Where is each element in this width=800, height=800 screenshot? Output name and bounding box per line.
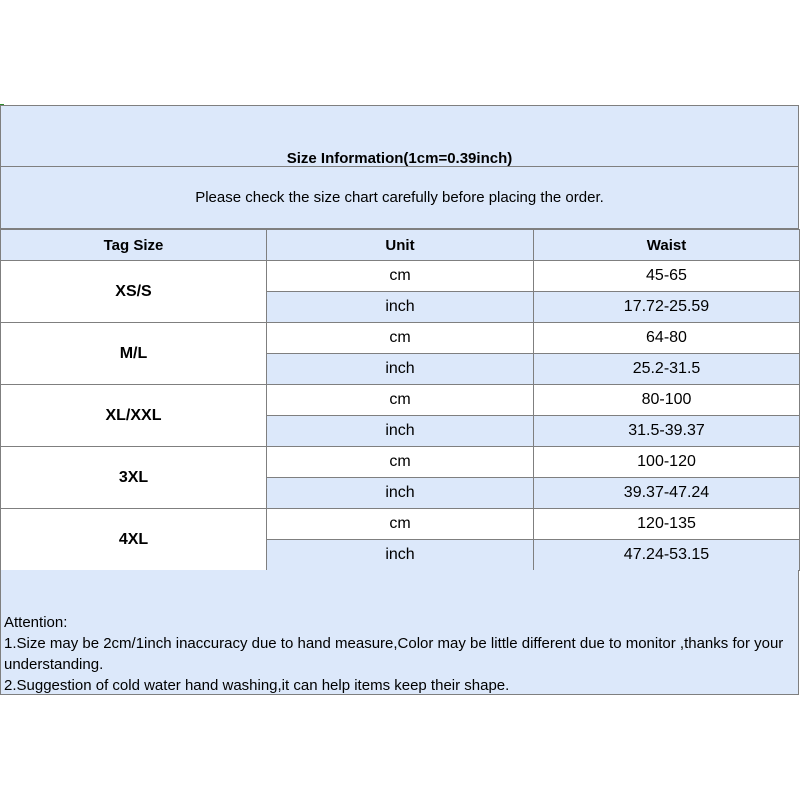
- table-row: [1, 385, 800, 416]
- waist-cell: 47.24-53.15: [534, 540, 800, 571]
- unit-cell: inch: [267, 354, 534, 385]
- header-unit: Unit: [267, 230, 534, 261]
- waist-cell: 100-120: [534, 447, 800, 478]
- waist-cell: 25.2-31.5: [534, 354, 800, 385]
- size-table: [0, 229, 800, 571]
- waist-cell: 39.37-47.24: [534, 478, 800, 509]
- waist-cell: 45-65: [534, 261, 800, 292]
- unit-cell: cm: [267, 509, 534, 540]
- notes-heading: Attention:: [4, 614, 68, 631]
- table-row: [1, 447, 800, 478]
- tag-size-cell: M/L: [1, 323, 267, 385]
- size-info-title: Size Information(1cm=0.39inch): [286, 150, 513, 167]
- unit-cell: cm: [267, 323, 534, 354]
- unit-cell: cm: [267, 385, 534, 416]
- unit-cell: cm: [267, 447, 534, 478]
- tag-size-cell: XS/S: [1, 261, 267, 323]
- size-chart-instruction: Please check the size chart carefully before placing the order.: [195, 189, 604, 206]
- unit-cell: inch: [267, 540, 534, 571]
- table-header-row: [1, 230, 800, 261]
- unit-cell: inch: [267, 292, 534, 323]
- notes-line-2: 2.Suggestion of cold water hand washing,it can help items keep their shape.: [4, 677, 510, 694]
- title-block: [0, 105, 799, 167]
- table-row: [1, 509, 800, 540]
- attention-notes: [0, 570, 799, 695]
- unit-cell: inch: [267, 416, 534, 447]
- table-row: [1, 323, 800, 354]
- header-waist: Waist: [534, 230, 800, 261]
- waist-cell: 120-135: [534, 509, 800, 540]
- table-row: [1, 261, 800, 292]
- tag-size-cell: 3XL: [1, 447, 267, 509]
- unit-cell: cm: [267, 261, 534, 292]
- tag-size-cell: XL/XXL: [1, 385, 267, 447]
- header-tag-size: Tag Size: [1, 230, 267, 261]
- unit-cell: inch: [267, 478, 534, 509]
- waist-cell: 64-80: [534, 323, 800, 354]
- waist-cell: 80-100: [534, 385, 800, 416]
- subtitle-block: [0, 167, 799, 229]
- waist-cell: 17.72-25.59: [534, 292, 800, 323]
- notes-line-1: 1.Size may be 2cm/1inch inaccuracy due to hand measure,Color may be little different due to monitor ,thanks for your understanding.: [4, 635, 784, 673]
- notes-text: [4, 612, 794, 696]
- tag-size-cell: 4XL: [1, 509, 267, 571]
- waist-cell: 31.5-39.37: [534, 416, 800, 447]
